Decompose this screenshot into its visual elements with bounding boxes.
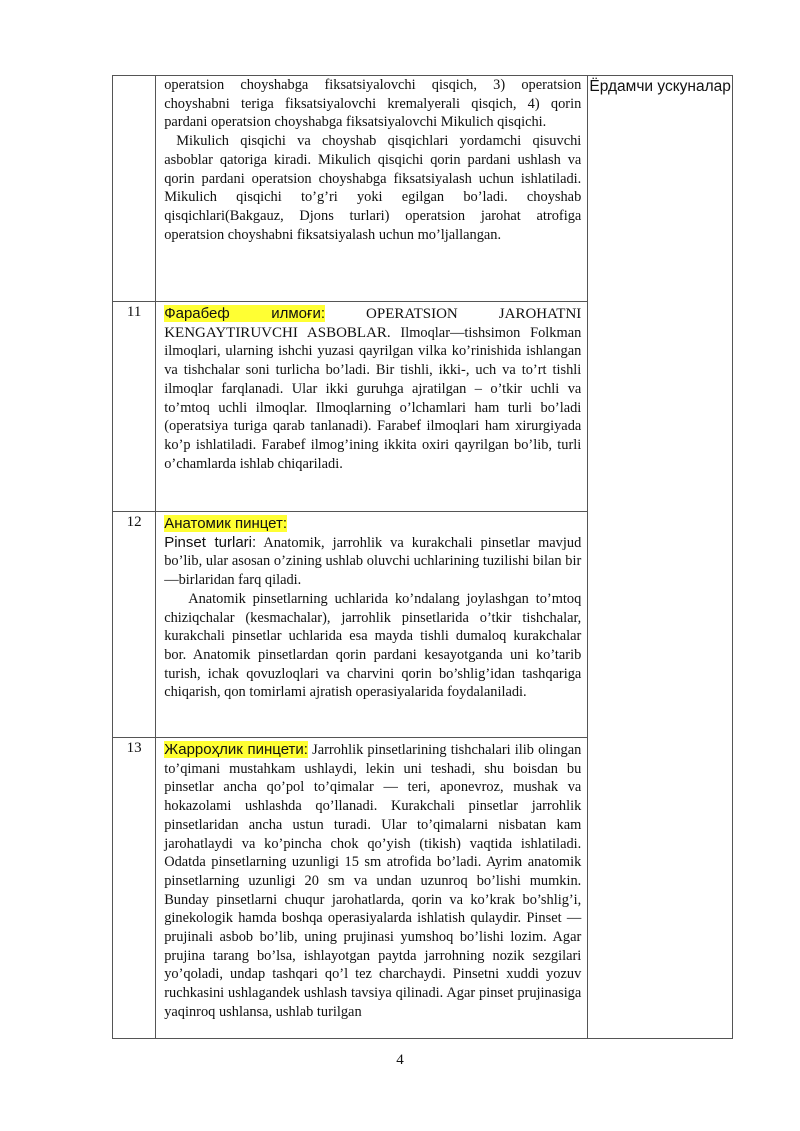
row-number: 12 [126, 514, 142, 530]
row-number-cell [113, 738, 156, 1039]
lead-text: Pinset turlari: [164, 533, 257, 551]
section-heading: OPERATSION JAROHATNI KENGAYTIRUVCHI ASBOBLAR. [164, 306, 582, 341]
description-cell [156, 738, 588, 1039]
paragraph [164, 534, 581, 590]
description-cell [156, 302, 588, 512]
description-text [156, 302, 587, 479]
description-cell [156, 76, 588, 302]
paragraph [164, 305, 581, 473]
row-number [113, 76, 155, 78]
description-text [156, 76, 587, 250]
highlighted-term: Жарроҳлик пинцети: [164, 741, 308, 758]
row-number-cell [113, 302, 156, 512]
row-number-cell [113, 76, 156, 302]
description-cell [156, 512, 588, 738]
body-text: Jarrohlik pinsetlarining tishchalari ilib olingan to’qimani mustahkam ushlaydi, lekin uni teshadi, shu boisdan bu pinsetlar ancha qo’pol to’qimalar — teri, aponevroz, mushak va hokazolami ushlashda qo’llanadi. Kurakchali pinsetlar jarrohlik pinsetlaridan ancha ustun turadi. Ular to’qimalarni nisbatan kam jarohatlaydi va ko’pincha chok qo’yish (tikish) vaqtida ishlatiladi. Odatda pinsetlarning uzunligi 15 sm atrofida bo’ladi. Ayrim anatomik pinsetlarning uzunligi 20 sm va undan uzunroq bo’lishi mumkin. Bunday pinsetlarni chuqur jarohatlarda, qorin va ko’krak bo’shlig’i, ginekologik hamda boshqa operasiyalarda ishlatish qulaydir. Pinset — prujinali asbob bo’lib, uning prujinasi yumshoq bo’lishi lozim. Agar prujina tarang bo’lsa, ishlayotgan paytda jarrohning nozik sezgilari yo’qoladi, undap tashqari qo’l tez charchaydi. Pinsetni xuddi yozuv ruchkasini ushlagandek ushlash tavsiya qilinadi. Agar pinset prujinasiga yaqinroq ushlansa, ushlab turilgan [164, 742, 582, 1020]
paragraph: Mikulich qisqichi va choyshab qisqichlari yordamchi qisuvchi asboblar qatoriga kiradi. Mikulich qisqichi qorin pardani ushlash va qorin pardani operatsion choyshabga fiksatsiyalash uchun ishlatiladi. Mikulich qisqichi to’g’ri yoki egilgan bo’ladi. choyshab qisqichlari(Bakgauz, Djons turlari) operatsion jarohat atrofiga operatsion choyshabni fiksatsiyalash uchun mo’ljallangan. [164, 133, 582, 243]
description-text [156, 512, 587, 708]
page-number: 4 [396, 1052, 404, 1068]
content-table [112, 75, 733, 1039]
tools-cell [588, 76, 733, 1039]
paragraph: operatsion choyshabga fiksatsiyalovchi qisqich, 3) operatsion choyshabni teriga fiksatsiyalovchi kremalyerali qisqich, 4) qorin pardani operatsion choyshabga fiksatsiyalovchi Mikulich qisqichi. [164, 77, 582, 131]
highlighted-term: Анатомик пинцет: [164, 515, 288, 532]
tools-label: Ёрдамчи ускуналар [589, 78, 731, 95]
table-row [113, 76, 733, 302]
row-number-cell [113, 512, 156, 738]
highlighted-term: Фарабеф илмоғи: [164, 305, 326, 322]
body-text: Anatomik, jarrohlik va kurakchali pinsetlar mavjud bo’lib, ular asosan o’zining ushlab oluvchi uchlarining tuzilishi bilan bir—birlaridan farq qiladi. [164, 534, 582, 589]
paragraph [164, 515, 581, 534]
description-text [156, 738, 587, 1024]
body-text: Ilmoqlar—tishsimon Folkman ilmoqlari, ularning ishchi yuzasi qayrilgan vilka ko’rinishida ishlangan va tishchalar soni turlicha bo’ladi. Bir tishli, ikki-, uch va to’rt tishli ilmoqlar farqlanadi. Ular ikki guruhga ajratilgan – o’tkir uchli va to’mtoq uchli ilmoqlar. Ilmoqlarning o’lchamlari ham turli bo’ladi (operatsiya turiga qarab tanlanadi). Farabef ilmoqlari ham xirurgiyada ko’p ishlatiladi. Farabef ilmog’ining ikkita oxiri qayrilgan bo’lib, turli o’chamlarda ishlab chiqariladi. [164, 324, 582, 472]
paragraph: Anatomik pinsetlarning uchlarida ko’ndalang joylashgan to’mtoq chiziqchalar (kesmachalar), jarrohlik pinsetlarida o’tkir tishchalar, kurakchali pinsetlar uchlarida esa mayda tishli dumaloq kurakchalar bor. Anatomik pinsetlardan qorin pardani kesayotganda uni ko’tarib turish, ichak qovuzloqlari va charvini qorin bo’shlig’idan tashqariga chiqarish, qon tomirlami ajratish operasiyalarida foydalaniladi. [164, 590, 582, 701]
row-number: 11 [126, 304, 142, 320]
paragraph [164, 741, 581, 1022]
row-number: 13 [126, 740, 142, 756]
